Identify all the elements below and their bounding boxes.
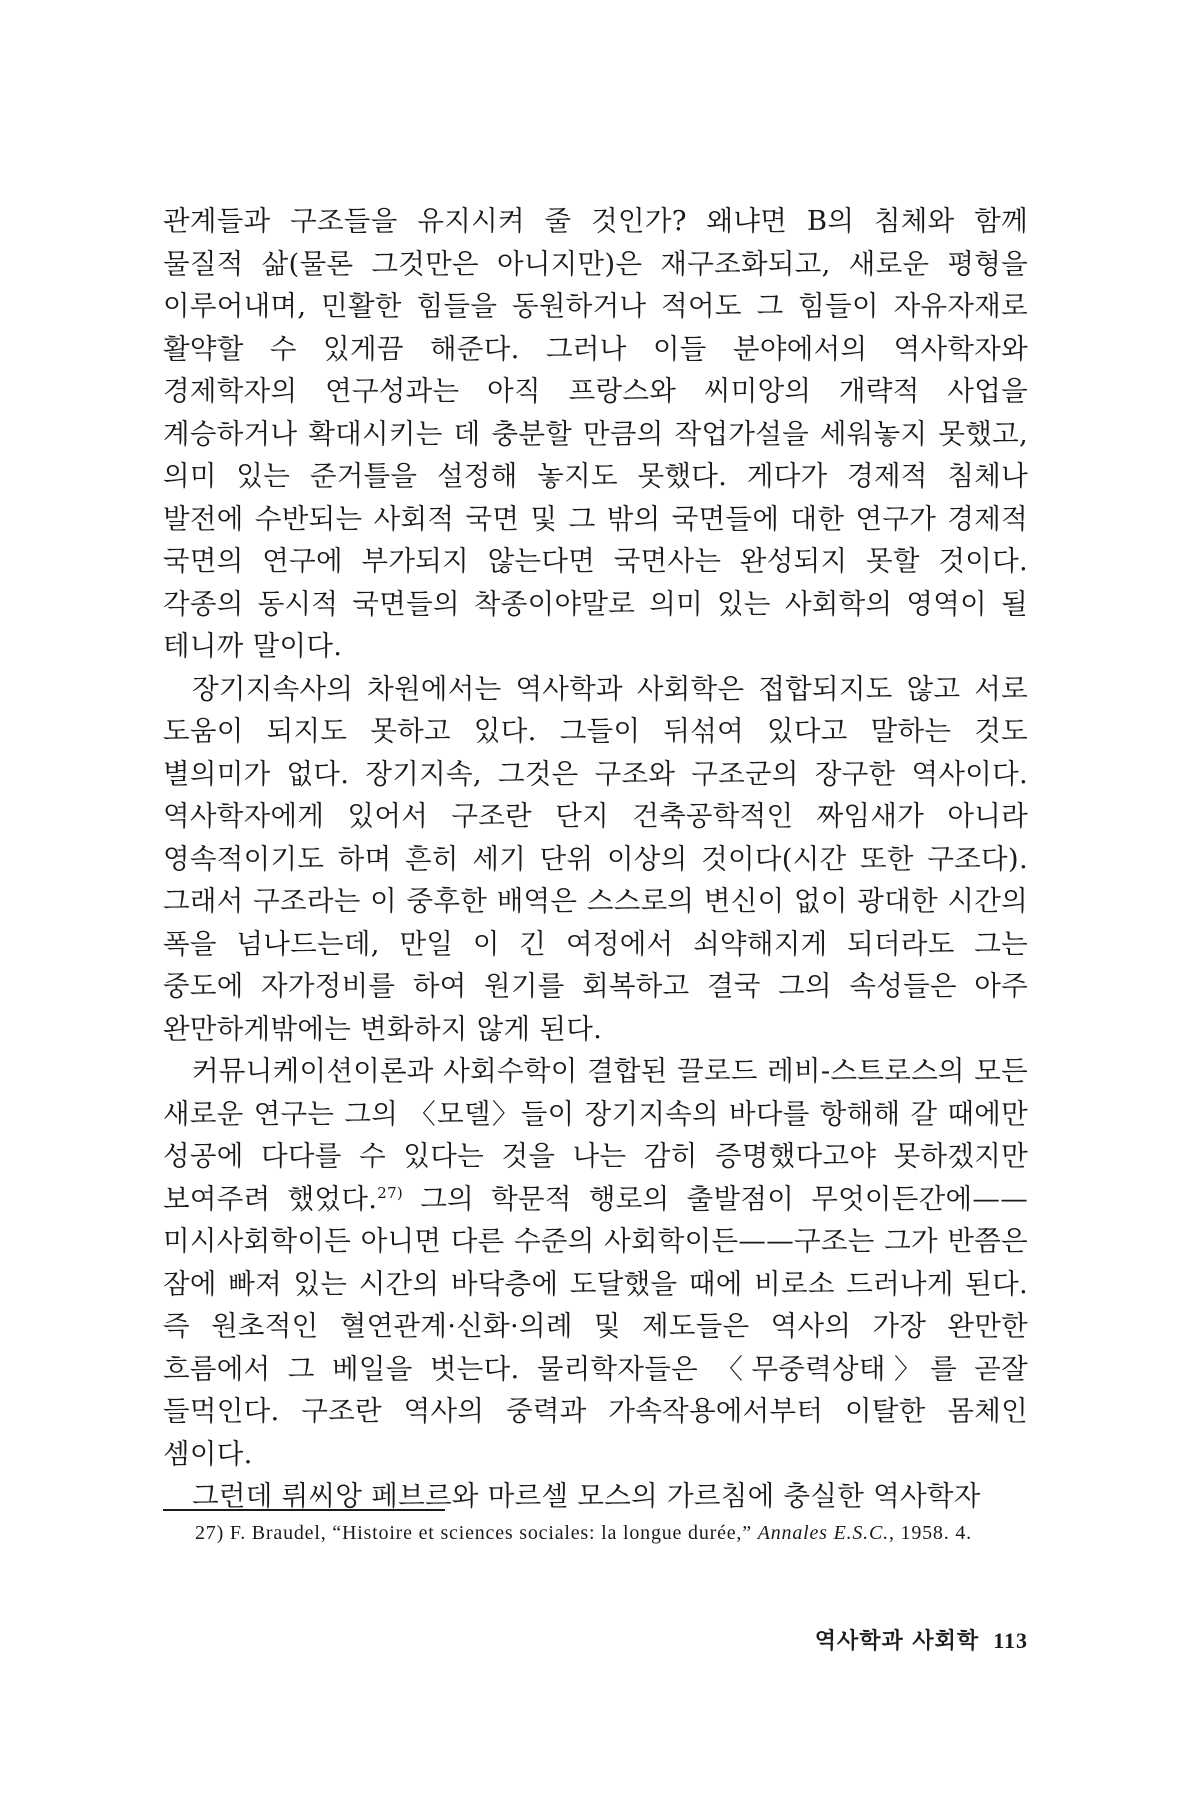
main-text — [163, 200, 1028, 1518]
footnote-divider — [163, 1509, 445, 1511]
footnote-body — [195, 1518, 1025, 1548]
running-footer — [715, 1624, 1028, 1655]
paragraph-3 — [163, 1050, 1028, 1475]
page-number: 113 — [993, 1628, 1028, 1653]
footnote — [195, 1518, 1025, 1548]
footnote-text: F. Braudel, “Histoire et sciences sociales: la longue durée,” — [229, 1522, 752, 1544]
paragraph-2: 장기지속사의 차원에서는 역사학과 사회학은 접합되지도 않고 서로 도움이 되지도 못하고 있다. 그들이 뒤섞여 있다고 말하는 것도 별의미가 없다. 장기지속, 그것은 구조와 구조군의 장구한 역사이다. 역사학자에게 있어서 구조란 단지 건축공학적인 짜임새가 아니라 영속적이기도 하며 흔히 세기 단위 이상의 것이다(시간 또한 구조다). 그래서 구조라는 이 중후한 배역은 스스로의 변신이 없이 광대한 시간의 폭을 넘나드는데, 만일 이 긴 여정에서 쇠약해지게 되더라도 그는 중도에 자가정비를 하여 원기를 회복하고 결국 그의 속성들은 아주 완만하게밖에는 변화하지 않게 된다. — [163, 672, 1028, 1045]
page-body — [163, 200, 1028, 1518]
paragraph-1: 관계들과 구조들을 유지시켜 줄 것인가? 왜냐면 B의 침체와 함께 물질적 삶(물론 그것만은 아니지만)은 재구조화되고, 새로운 평형을 이루어내며, 민활한 힘들을 동원하거나 적어도 그 힘들이 자유자재로 활약할 수 있게끔 해준다. 그러나 이들 분야에서의 역사학자와 경제학자의 연구성과는 아직 프랑스와 씨미앙의 개략적 사업을 계승하거나 확대시키는 데 충분할 만큼의 작업가설을 세워놓지 못했고, 의미 있는 준거틀을 설정해 놓지도 못했다. 게다가 경제적 침체나 발전에 수반되는 사회적 국면 및 그 밖의 국면들에 대한 연구가 경제적 국면의 연구에 부가되지 않는다면 국면사는 완성되지 못할 것이다. 각종의 동시적 국면들의 착종이야말로 의미 있는 사회학의 영역이 될 테니까 말이다. — [163, 205, 1028, 662]
footnote-number: 27) — [195, 1522, 225, 1544]
running-title: 역사학과 사회학 — [814, 1629, 980, 1654]
paragraph-4: 그런데 뤼씨앙 페브르와 마르셀 모스의 가르침에 충실한 역사학자 — [192, 1480, 981, 1512]
footnote-citation-tail: , 1958. 4. — [888, 1522, 972, 1544]
paragraph-3-part-2: 그의 학문적 행로의 출발점이 무엇이든간에——미시사회학이든 아니면 다른 수준의 사회학이든——구조는 그가 반쯤은 잠에 빠져 있는 시간의 바닥층에 도달했을 때에 비로소 드러나게 된다. 즉 원초적인 혈연관계·신화·의례 및 제도들은 역사의 가장 완만한 흐름에서 그 베일을 벗는다. 물리학자들은 〈무중력상태〉를 곧잘 들먹인다. 구조란 역사의 중력과 가속작용에서부터 이탈한 몸체인 셈이다. — [163, 1182, 1028, 1470]
footnote-reference: 27) — [377, 1183, 404, 1202]
paragraph-3-part-1: 커뮤니케이션이론과 사회수학이 결합된 끌로드 레비-스트로스의 모든 새로운 연구는 그의 〈모델〉들이 장기지속의 바다를 항해해 갈 때에만 성공에 다다를 수 있다는 것을 나는 감히 증명했다고야 못하겠지만 보여주려 했었다. — [163, 1055, 1028, 1215]
footnote-journal: Annales E.S.C. — [757, 1522, 889, 1544]
